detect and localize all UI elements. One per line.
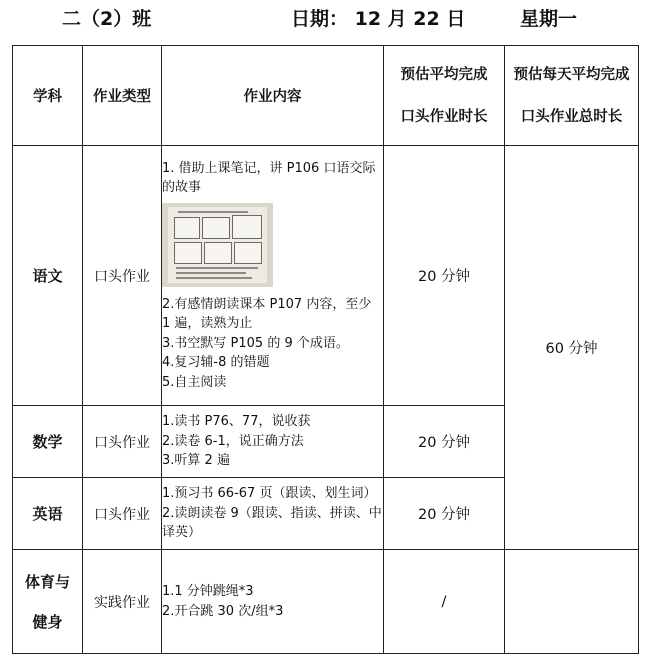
subject-cell: 英语 bbox=[13, 478, 83, 550]
header-daily-total-line1: 预估每天平均完成 bbox=[513, 66, 630, 83]
header-avg-time bbox=[384, 46, 505, 146]
content-line: 1.预习书 66-67 页（跟读、划生词） bbox=[162, 486, 377, 502]
subject-line2: 健身 bbox=[32, 612, 63, 631]
type-cell: 实践作业 bbox=[83, 550, 162, 654]
content-line: 2.读朗读卷 9（跟读、指读、拼读、中译英） bbox=[162, 505, 382, 541]
subject-cell: 数学 bbox=[13, 406, 83, 478]
subject-cell bbox=[13, 550, 83, 654]
content-line: 1.读书 P76、77，说收获 bbox=[162, 414, 311, 430]
type-cell: 口头作业 bbox=[83, 146, 162, 406]
content-line: 3.书空默写 P105 的 9 个成语。 bbox=[162, 335, 349, 351]
header-daily-total-line2: 口头作业总时长 bbox=[520, 108, 623, 125]
content-cell bbox=[162, 478, 384, 550]
date-label: 日期： 12 月 22 日 bbox=[291, 8, 466, 30]
subject-cell: 语文 bbox=[13, 146, 83, 406]
header-daily-total bbox=[505, 46, 639, 146]
header-subject: 学科 bbox=[13, 46, 83, 146]
type-cell: 口头作业 bbox=[83, 478, 162, 550]
content-line: 2.开合跳 30 次/组*3 bbox=[162, 603, 284, 619]
time-cell: 20 分钟 bbox=[384, 146, 505, 406]
content-line: 4.复习辅-8 的错题 bbox=[162, 355, 270, 371]
table-row-pe bbox=[13, 550, 639, 654]
empty-cell bbox=[505, 550, 639, 654]
header-avg-time-line2: 口头作业时长 bbox=[400, 108, 488, 125]
content-line: 2.有感情朗读课本 P107 内容，至少 1 遍，读熟为止 bbox=[162, 296, 372, 332]
content-cell bbox=[162, 550, 384, 654]
header-avg-time-line1: 预估平均完成 bbox=[400, 66, 488, 83]
content-line: 2.读卷 6-1，说正确方法 bbox=[162, 433, 304, 449]
content-line: 1. 借助上课笔记，讲 P106 口语交际的故事 bbox=[162, 160, 376, 196]
content-line: 1.1 分钟跳绳*3 bbox=[162, 584, 254, 599]
textbook-photo bbox=[162, 203, 273, 287]
header-content: 作业内容 bbox=[162, 46, 384, 146]
time-cell: / bbox=[384, 550, 505, 654]
content-cell bbox=[162, 146, 384, 406]
daily-total-cell: 60 分钟 bbox=[505, 146, 639, 550]
homework-table bbox=[12, 45, 639, 654]
header-type: 作业类型 bbox=[83, 46, 162, 146]
page-header bbox=[0, 0, 652, 36]
time-cell: 20 分钟 bbox=[384, 478, 505, 550]
subject-line1: 体育与 bbox=[24, 572, 70, 591]
content-line: 3.听算 2 遍 bbox=[162, 453, 230, 469]
table-header-row bbox=[13, 46, 639, 146]
class-label: 二（2）班 bbox=[62, 8, 152, 30]
content-line: 5.自主阅读 bbox=[162, 374, 227, 390]
time-cell: 20 分钟 bbox=[384, 406, 505, 478]
table-row-chinese bbox=[13, 146, 639, 406]
type-cell: 口头作业 bbox=[83, 406, 162, 478]
weekday-label: 星期一 bbox=[520, 8, 578, 30]
content-cell bbox=[162, 406, 384, 478]
